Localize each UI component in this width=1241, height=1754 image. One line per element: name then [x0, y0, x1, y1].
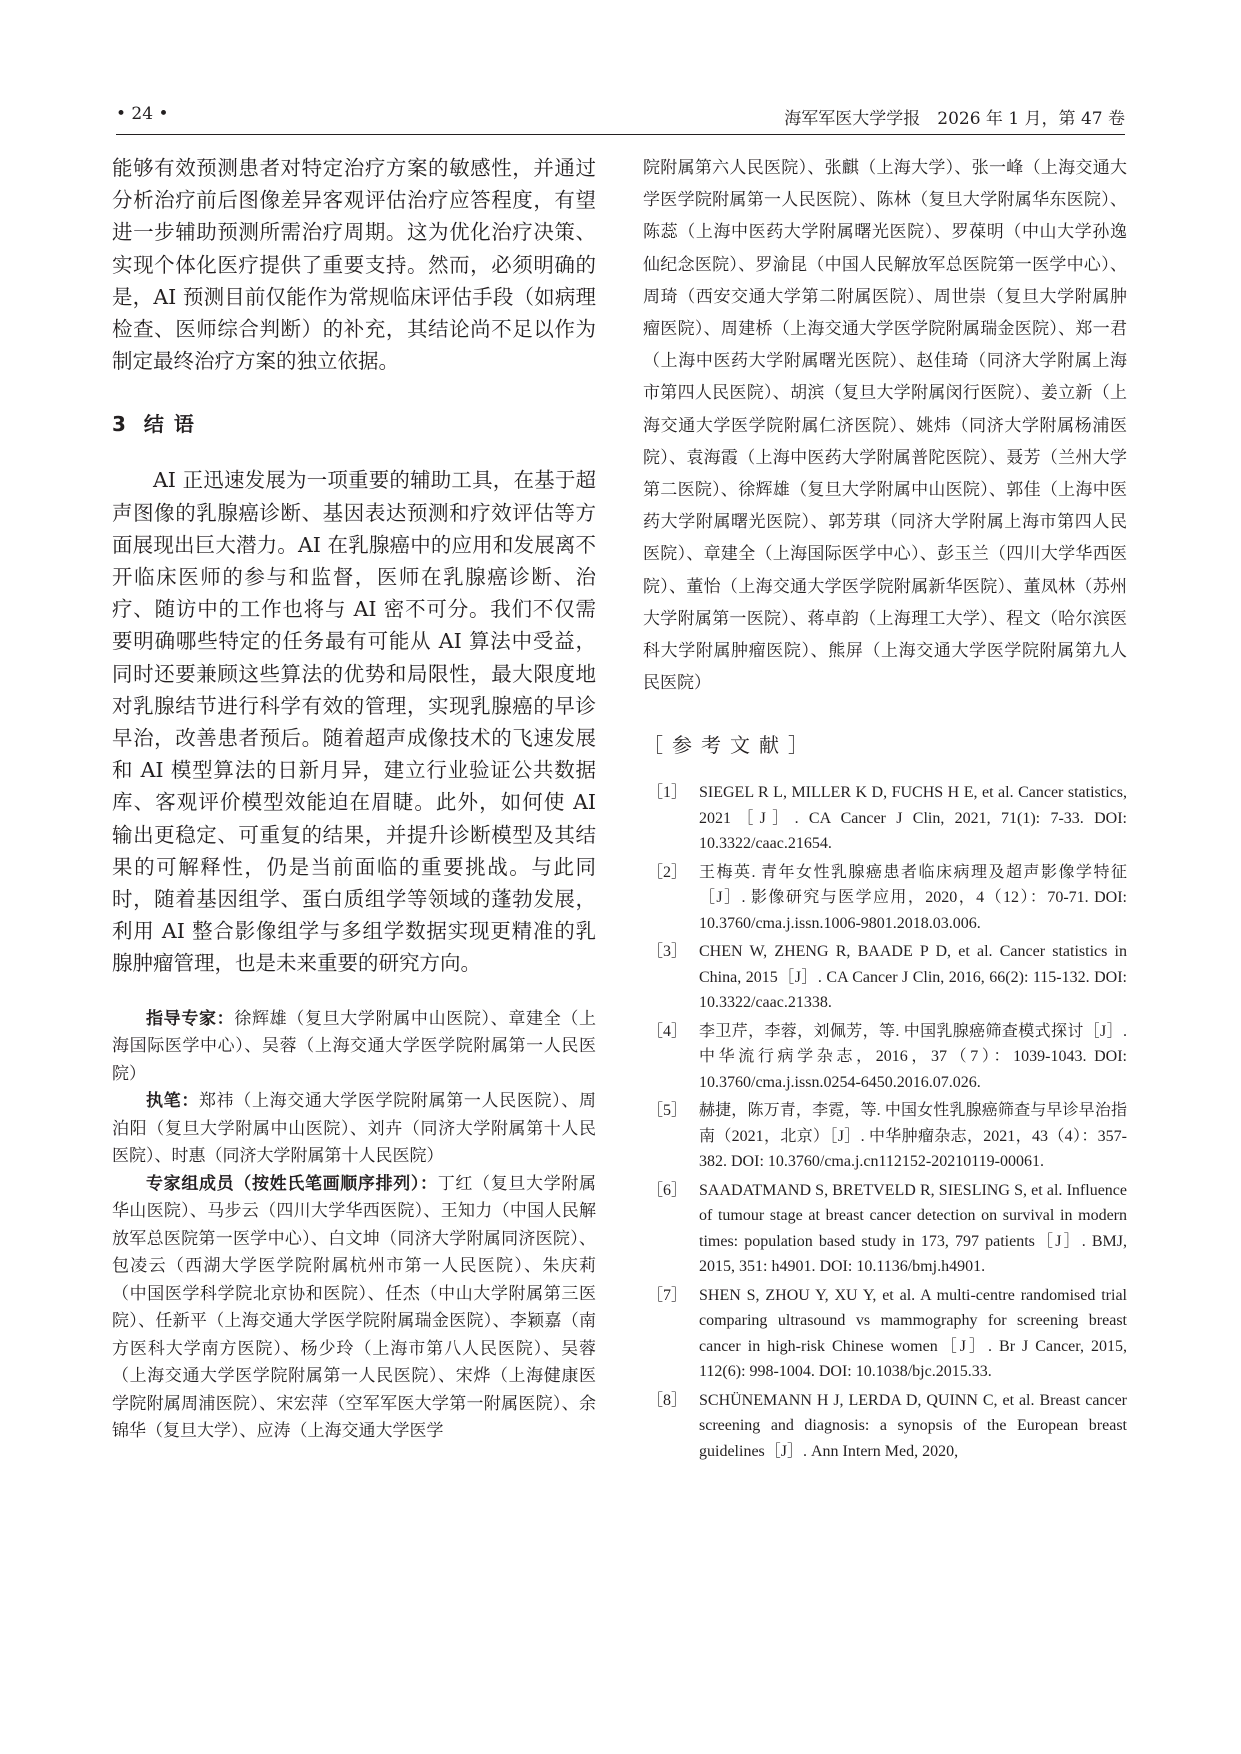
reference-item — [643, 1178, 1127, 1280]
members-text-left: 丁红（复旦大学附属华山医院）、马步云（四川大学华西医院）、王知力（中国人民解放军总医院第一医学中心）、白文坤（同济大学附属同济医院）、包凌云（西湖大学医学院附属杭州市第一人民医院）、朱庆莉（中国医学科学院北京协和医院）、任杰（中山大学附属第三医院）、任新平（上海交通大学医学院附属瑞金医院）、李颖嘉（南方医科大学南方医院）、杨少玲（上海市第八人民医院）、吴蓉（上海交通大学医学院附属第一人民医院）、宋烨（上海健康医学院附属周浦医院）、宋宏萍（空军军医大学第一附属医院）、余锦华（复旦大学）、应涛（上海交通大学医学 — [112, 1173, 597, 1442]
section-title: 结语 — [143, 412, 204, 437]
expert-members — [112, 1171, 596, 1446]
reference-item — [643, 780, 1127, 857]
members-label: 专家组成员（按姓氏笔画顺序排列）： — [146, 1173, 438, 1194]
reference-text: SCHÜNEMANN H J, LERDA D, QUINN C, et al. Breast cancer screening and diagnosis: a synopsis of the European breast guidelines［J］. Ann Intern Med, 2020, — [699, 1391, 1127, 1460]
conclusion-paragraph: AI 正迅速发展为一项重要的辅助工具，在基于超声图像的乳腺癌诊断、基因表达预测和疗效评估等方面展现出巨大潜力。AI 在乳腺癌中的应用和发展离不开临床医师的参与和监督，医师在乳腺癌诊断、治疗、随访中的工作也将与 AI 密不可分。我们不仅需要明确哪些特定的任务最有可能从 AI 算法中受益，同时还要兼顾这些算法的优势和局限性，最大限度地对乳腺结节进行科学有效的管理，实现乳腺癌的早诊早治，改善患者预后。随着超声成像技术的飞速发展和 AI 模型算法的日新月异，建立行业验证公共数据库、客观评价模型效能迫在眉睫。此外，如何使 AI 输出更稳定、可重复的结果，并提升诊断模型及其结果的可解释性，仍是当前面临的重要挑战。与此同时，随着基因组学、蛋白质组学等领域的蓬勃发展，利用 AI 整合影像组学与多组学数据实现更精准的乳腺肿瘤管理，也是未来重要的研究方向。 — [112, 468, 596, 976]
intro-paragraph: 能够有效预测患者对特定治疗方案的敏感性，并通过分析治疗前后图像差异客观评估治疗应答程度，有望进一步辅助预测所需治疗周期。这为优化治疗决策、实现个体化医疗提供了重要支持。然而，必须明确的是，AI 预测目前仅能作为常规临床评估手段（如病理检查、医师综合判断）的补充，其结论尚不足以作为制定最终治疗方案的独立依据。 — [112, 156, 596, 374]
reference-number: ［3］ — [647, 943, 688, 961]
reference-number: ［5］ — [647, 1102, 688, 1120]
writers-label: 执笔： — [146, 1091, 199, 1112]
journal-info: 海军军医大学学报 2026 年 1 月，第 47 卷 — [784, 109, 1125, 129]
running-header — [116, 100, 1125, 135]
reference-number: ［2］ — [647, 863, 688, 881]
reference-number: ［6］ — [647, 1181, 688, 1199]
guidance-label: 指导专家： — [146, 1008, 235, 1029]
reference-text: 王梅英. 青年女性乳腺癌患者临床病理及超声影像学特征［J］. 影像研究与医学应用，2020，4（12）：70-71. DOI: 10.3760/cma.j.issn.1006-9801.2018.03.006. — [699, 863, 1127, 932]
reference-item — [643, 860, 1127, 937]
reference-text: CHEN W, ZHENG R, BAADE P D, et al. Cancer statistics in China, 2015［J］. CA Cancer J Clin, 2016, 66(2): 115-132. DOI: 10.3322/caac.21338. — [699, 943, 1127, 1012]
reference-number: ［4］ — [647, 1022, 688, 1040]
reference-item — [643, 1283, 1127, 1385]
guidance-experts — [112, 1006, 596, 1089]
reference-item — [643, 939, 1127, 1016]
reference-item — [643, 1098, 1127, 1175]
reference-text: SAADATMAND S, BRETVELD R, SIESLING S, et al. Influence of tumour stage at breast cancer detection on survival in modern times: population based study in 173, 797 patients［J］. BMJ, 2015, 351: h4901. DOI: 10.1136/bmj.h4901. — [699, 1181, 1127, 1276]
right-column — [643, 152, 1127, 1467]
reference-number: ［1］ — [647, 784, 688, 802]
reference-text: 李卫芹，李蓉，刘佩芳，等. 中国乳腺癌筛查模式探讨［J］. 中华流行病学杂志，2016，37（7）：1039-1043. DOI: 10.3760/cma.j.issn.0254-6450.2016.07.026. — [699, 1022, 1127, 1091]
reference-item — [643, 1019, 1127, 1096]
reference-text: SHEN S, ZHOU Y, XU Y, et al. A multi-centre randomised trial comparing ultrasound vs mammography for screening breast cancer in high-risk Chinese women［J］. Br J Cancer, 2015, 112(6): 998-1004. DOI: 10.1038/bjc.2015.33. — [699, 1286, 1127, 1381]
expert-members-continued: 院附属第六人民医院）、张麒（上海大学）、张一峰（上海交通大学医学院附属第一人民医院）、陈林（复旦大学附属华东医院）、陈蕊（上海中医药大学附属曙光医院）、罗葆明（中山大学孙逸仙纪念医院）、罗渝昆（中国人民解放军总医院第一医学中心）、周琦（西安交通大学第二附属医院）、周世崇（复旦大学附属肿瘤医院）、周建桥（上海交通大学医学院附属瑞金医院）、郑一君（上海中医药大学附属曙光医院）、赵佳琦（同济大学附属上海市第四人民医院）、胡滨（复旦大学附属闵行医院）、姜立新（上海交通大学医学院附属仁济医院）、姚炜（同济大学附属杨浦医院）、袁海霞（上海中医药大学附属普陀医院）、聂芳（兰州大学第二医院）、徐辉雄（复旦大学附属中山医院）、郭佳（上海中医药大学附属曙光医院）、郭芳琪（同济大学附属上海市第四人民医院）、章建全（上海国际医学中心）、彭玉兰（四川大学华西医院）、董怡（上海交通大学医学院附属新华医院）、董凤林（苏州大学附属第一医院）、蒋卓韵（上海理工大学）、程文（哈尔滨医科大学附属肿瘤医院）、熊屏（上海交通大学医学院附属第九人民医院） — [643, 158, 1127, 694]
page-number: • 24 • — [116, 104, 169, 124]
left-column — [112, 152, 596, 1446]
writers — [112, 1088, 596, 1171]
reference-item — [643, 1388, 1127, 1465]
guidance-text: 徐辉雄（复旦大学附属中山医院）、章建全（上海国际医学中心）、吴蓉（上海交通大学医学院附属第一人民医院） — [112, 1008, 597, 1084]
reference-text: 赫捷，陈万青，李霓，等. 中国女性乳腺癌筛查与早诊早治指南（2021，北京）［J］. 中华肿瘤杂志，2021，43（4）：357-382. DOI: 10.3760/cma.j.cn112152-20210119-00061. — [699, 1102, 1127, 1171]
section-number: 3 — [112, 412, 126, 437]
reference-list — [643, 780, 1127, 1464]
reference-number: ［8］ — [647, 1391, 688, 1409]
reference-text: SIEGEL R L, MILLER K D, FUCHS H E, et al. Cancer statistics, 2021［J］. CA Cancer J Clin, 2021, 71(1): 7-33. DOI: 10.3322/caac.21654. — [699, 784, 1127, 853]
section-heading — [112, 408, 596, 437]
references-title: ［参考文献］ — [643, 733, 817, 758]
reference-number: ［7］ — [647, 1286, 688, 1304]
writers-text: 郑祎（上海交通大学医学院附属第一人民医院）、周泊阳（复旦大学附属中山医院）、刘卉（同济大学附属第十人民医院）、时惠（同济大学附属第十人民医院） — [112, 1091, 597, 1167]
